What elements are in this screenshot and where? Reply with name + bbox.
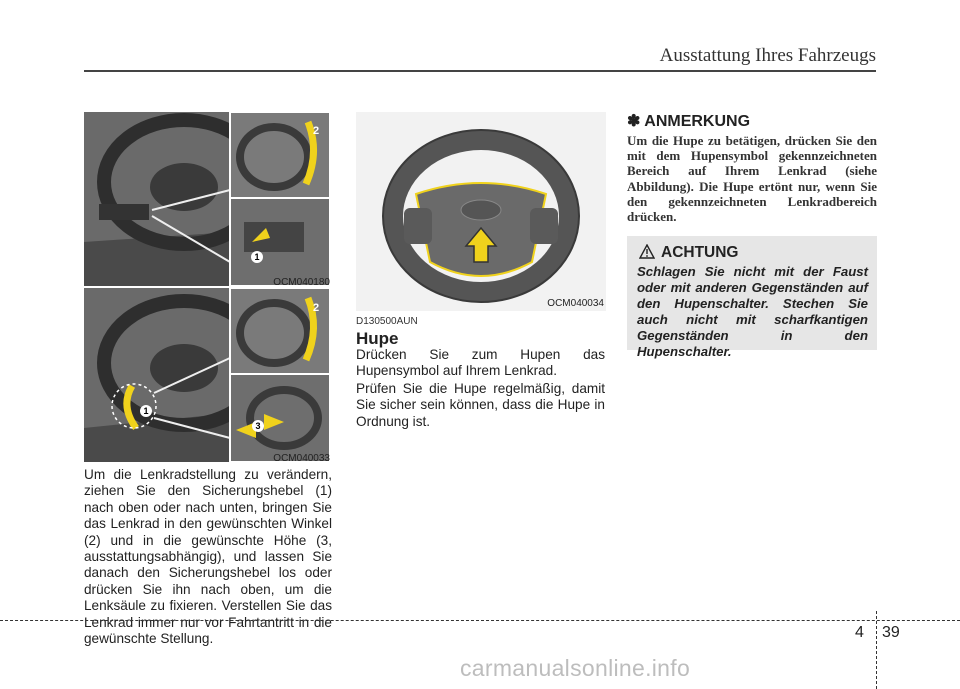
figure-horn-steering-wheel: [356, 112, 606, 311]
header-rule: [84, 70, 876, 72]
figure-a-code: OCM040180: [273, 277, 330, 288]
footer-divider: [876, 611, 877, 689]
figure-b-callout-3: 3: [252, 420, 264, 432]
note-text: Um die Hupe zu betätigen, drücken Sie den mit dem Hupensymbol gekennzeichneten Bereich auf Ihrem Lenkrad (siehe Abbildung). Die Hupe ertönt nur, wenn Sie den gekennzeichneten Lenkradbereich drücken.: [627, 133, 877, 225]
figure-b-steering-tilt-telescopic: [84, 288, 330, 462]
page-chapter-number: 4: [855, 624, 864, 641]
figure-a-callout-1: 1: [251, 251, 263, 263]
figure-b-code: OCM040033: [273, 453, 330, 464]
figure-a-steering-tilt: [84, 112, 330, 286]
warning-triangle-icon: [639, 244, 655, 264]
figure-a-callout-2: 2: [313, 125, 320, 137]
page-number: 39: [882, 624, 900, 641]
watermark-text: carmanualsonline.info: [460, 655, 691, 681]
page-header-title: Ausstattung Ihres Fahrzeugs: [659, 45, 876, 66]
footer-rule: [0, 620, 960, 621]
figure-horn-code: OCM040034: [547, 298, 604, 309]
horn-paragraph-1: Drücken Sie zum Hupen das Hupensymbol auf Ihrem Lenkrad.: [356, 347, 605, 379]
steering-adjust-paragraph: Um die Lenkradstellung zu verändern, ziehen Sie den Sicherungshebel (1) nach oben oder nach unten, bringen Sie das Lenkrad in den gewünschten Winkel (2) und in die gewünschte Höhe (3, ausstattungsabhängig), und lassen Sie danach den Sicherungshebel los oder drücken Sie ihn nach oben, um die Lenksäule zu fixieren. Verstellen Sie das Lenkrad immer nur vor Fahrtantritt in die gewünschte Stellung.: [84, 467, 332, 647]
figure-b-callout-2: 2: [313, 302, 320, 314]
horn-paragraph-2: Prüfen Sie die Hupe regelmäßig, damit Sie sicher sein können, dass die Hupe in Ordnung ist.: [356, 381, 605, 429]
caution-title: ACHTUNG: [661, 244, 739, 261]
caution-text: Schlagen Sie nicht mit der Faust oder mit anderen Gegenständen auf den Hupenschalter. Stechen Sie auch nicht mit scharfkantigen Gegenständen in den Hupenschalter.: [637, 264, 868, 359]
note-title: ✽ ANMERKUNG: [627, 113, 751, 130]
section-title-horn: Hupe: [356, 329, 399, 348]
section-code: D130500AUN: [356, 316, 418, 327]
figure-b-callout-1: 1: [140, 405, 152, 417]
